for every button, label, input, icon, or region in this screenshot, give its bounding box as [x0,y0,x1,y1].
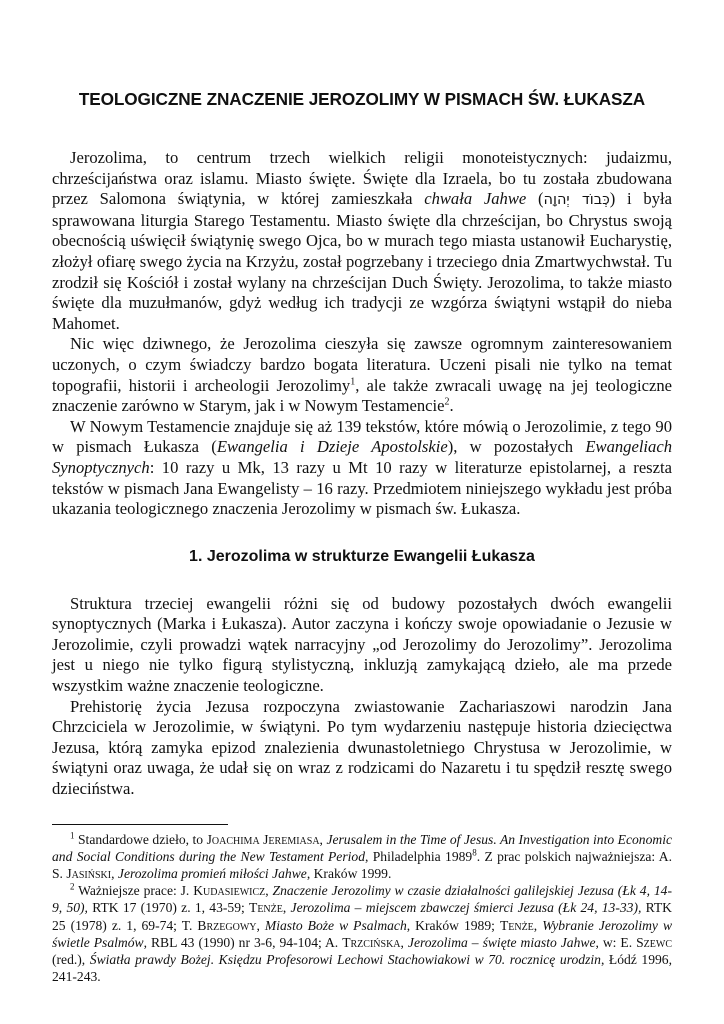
footnote-number: 1 [70,830,75,841]
book-title: Jerozolima promień miłości Jahwe [117,866,307,882]
text-run: , Kraków 1999. [306,866,392,882]
section-heading: 1. Jerozolima w strukturze Ewangelii Łukasza [189,547,535,565]
author-name: Kudasiewicz [193,883,266,899]
text-run: , Philadelphia 1989 [365,848,473,864]
text-run: , [256,917,265,933]
book-title: Wybranie Jerozolimy w świetle Psalmów [52,917,673,950]
text-run: , RBL 43 (1990) nr 3-6, 94-104; A. [143,934,343,950]
text-run: RTK 17 (1970) z. 1, 43-59; [87,900,250,916]
text-run: , Łódź 1996, 241-243. [52,952,672,985]
intro-paragraph-2 [52,334,672,416]
text-run: RTK 25 (1978) z. 1, 69-74; T. [52,900,672,933]
hebrew-text: כְּבוֹד יְהוָה [543,192,610,209]
text-run: , Kraków 1989; [406,917,500,933]
author-name: Tenże [249,900,283,916]
text-run: Jerozolima, to centrum trzech wielkich religii monoteistycznych: judaizmu, chrześcijaństwa oraz islamu. Miasto święte. Święte dla Izraela, bo tu została zbudowana przez Salomona świątynia, w której zamieszkała [52,148,672,209]
footnote-ref-2[interactable]: 2 [444,396,450,408]
text-run: , w: E. [595,934,637,950]
author-name: Brzegowy [197,917,257,933]
footnote-divider [52,824,228,825]
emphasis: Ewangelia i Dzieje Apostolskie [216,437,448,457]
page-title: TEOLOGICZNE ZNACZENIE JEROZOLIMY W PISMACH ŚW. ŁUKASZA [78,89,646,109]
book-title: Jerozolima – miejscem zbawczej śmierci Jezusa (Łk 24, 13-33), [290,900,642,916]
book-title: Światła prawdy Bożej. Księdzu Profesorowi Lechowi Stachowiakowi w 70. rocznicę urodzin [89,952,601,968]
author-name: Tenże [499,917,534,933]
emphasis: chwała Jahwe [424,189,527,209]
text-run: Standardowe dzieło, to [77,831,207,847]
intro-paragraph-1: Jerozolima, to centrum trzech wielkich religii monoteistycznych: judaizmu, chrześcijaństwa oraz islamu. Miasto święte. Święte dla Izraela, bo tu została zbudowana przez Salomona świątynia, w której zamieszkała chwała Jahwe (כְּבוֹד יְהוָה) i była sprawowana liturgia Starego Testamentu. Miasto święte dla chrześcijan, bo Chrystus swoją obecnością uświęcił świątynię swego Ojca, bo w murach tego miasta ustanowił Eucharystię, złożył ofiarę swego życia na Krzyżu, został pogrzebany i trzeciego dnia Zmartwychwstał. Tu zrodził się Kościół i został wylany na chrześcijan Duch Święty. Jerozolima, to także miasto święte dla muzułmanów, gdyż według ich tradycji ze wzgórza świątyni wstąpił do nieba Mahomet. [52,148,672,333]
text-run: , [282,900,291,916]
author-name: Szewc [636,934,673,950]
footnote-ref-1[interactable]: 1 [350,376,356,387]
text-run: Nic więc dziwnego, że Jerozolima cieszyła się zawsze ogromnym zainteresowaniem uczonych, o czym świadczy bardzo bogata literatura. Uczeni pisali nie tylko na temat topografii, historii i archeologii Jerozolimy [52,334,672,395]
text-run: . [449,396,454,416]
text-run: , ale także zwracali uwagę na jej teologiczne znaczenie zarówno w Starym, jak i w Nowym Testamencie [52,375,672,416]
text-run: . Z prac polskich najważniejsza: A. S. [52,848,672,882]
author-name: Jasiński [66,866,112,882]
author-name: Trzcińska [342,934,401,950]
text-run: , [265,883,273,899]
text-run: (red.), [52,952,90,968]
emphasis: Ewangeliach Synoptycznych [52,437,672,477]
edition-number: 8 [472,847,477,858]
text-run: , [319,831,327,847]
text-run: ), w pozostałych [447,437,586,457]
book-title: Jerozolima – święte miasto Jahwe [407,934,596,950]
intro-paragraph-3 [52,417,672,520]
text-run: ) i była sprawowana liturgia Starego Testamentu. Miasto święte dla chrześcijan, bo Chrystus swoją obecnością uświęcił świątynię swego Ojca, bo w murach tego miasta ustanowił Eucharystię, złożył ofiarę swego życia na Krzyżu, został pogrzebany i trzeciego dnia Zmartwychwstał. Tu zrodził się Kościół i został wylany na chrześcijan Duch Święty. Jerozolima, to także miasto święte dla muzułmanów, gdyż według ich tradycji ze wzgórza świątyni wstąpił do nieba Mahomet. [52,189,672,333]
text-run: Ważniejsze prace: J. [78,883,194,899]
footnote-number: 2 [70,881,75,892]
book-title: Znaczenie Jerozolimy w czasie działalności galilejskiej Jezusa (Łk 4, 14-9, 50), [52,883,673,916]
text-run: , [533,917,543,933]
book-title: Miasto Boże w Psalmach [264,917,407,933]
section-paragraph-2: Prehistorię życia Jezusa rozpoczyna zwiastowanie Zachariaszowi narodzin Jana Chrzciciela w Jerozolimie, w świątyni. Po tym wydarzeniu następuje historia dziecięctwa Jezusa, którą zamyka epizod znalezienia dwunastoletniego Chrystusa w Jerozolimie, w świątyni oraz uwaga, że udał się on wraz z rodzicami do Nazaretu i tu spędził resztę swego dzieciństwa. [52,696,672,799]
text-run: : 10 razy u Mk, 13 razy u Mt 10 razy w literaturze epistolarnej, a reszta tekstów w pismach Jana Ewangelisty – 16 razy. Przedmiotem niniejszego wykładu jest próba ukazania teologicznego znaczenia Jerozolimy w pismach św. Łukasza. [52,457,672,519]
text-run: W Nowym Testamencie znajduje się aż 139 tekstów, które mówią o Jerozolimie, z tego 90 w pismach Łukasza ( [52,416,672,457]
author-name: Joachima Jeremiasa [206,831,320,847]
footnote-1 [52,831,672,883]
book-title: Jerusalem in the Time of Jesus. An Investigation into Economic and Social Conditions during the New Testament Period [52,831,672,864]
text-run: , [111,866,118,882]
text-run: , [400,934,408,950]
footnote-2 [52,882,672,985]
section-paragraph-1: Struktura trzeciej ewangelii różni się od budowy pozostałych dwóch ewangelii synoptycznych (Marka i Łukasza). Autor zaczyna i kończy swoje opowiadanie o Jezusie w Jerozolimie, czyli prowadzi wątek narracyjny „od Jerozolimy do Jerozolimy”. Jerozolima jest u niego nie tylko figurą stylistyczną, inkluzją zamykającą dzieło, ale ma przede wszystkim ważne znaczenie teologiczne. [52,593,672,696]
